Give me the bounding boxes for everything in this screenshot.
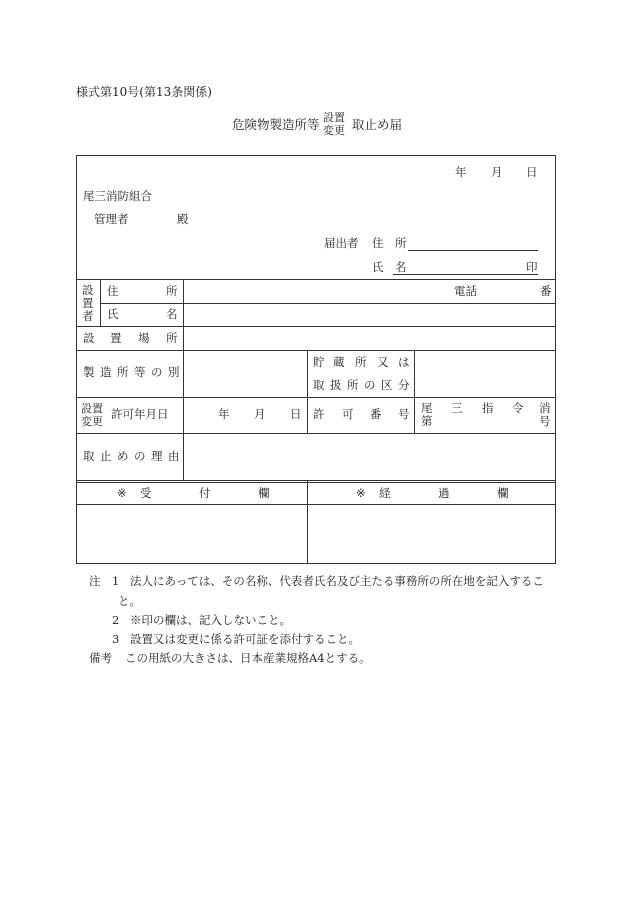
applicant-address-line [408,250,538,251]
installer-label: 設 置 者 [82,283,94,323]
phone-label: 電話 [454,284,477,298]
remarks-text: この用紙の大きさは、日本産業規格A4とする。 [125,651,371,665]
applicant-address-label: 住 所 [372,236,407,250]
form-title: 危険物製造所等 [232,117,320,132]
phone-suffix: 番 [540,284,552,298]
note-1-continuation: と。 [118,594,141,608]
date-year: 年 [455,165,467,179]
seal-mark: 印 [526,260,538,274]
permit-year: 年 [218,407,230,421]
form-number: 様式第10号(第13条関係) [76,85,212,99]
note-2-text: ※印の欄は、記入しないこと。 [130,613,291,627]
permit-month: 月 [254,407,266,421]
permit-prefix-install: 設置 [81,402,103,415]
permit-date-label: 許可年月日 [111,407,169,421]
applicant-name-line [393,274,538,275]
permit-prefix-change: 変更 [81,415,103,428]
applicant-label: 届出者 [324,236,359,250]
note-2-number: 2 [112,613,120,627]
addressee-org: 尾三消防組合 [83,189,152,203]
installer-address-label-2: 所 [166,284,178,298]
permit-day: 日 [290,407,302,421]
date-month: 月 [491,165,503,179]
title-option-change: 変更 [323,124,345,137]
addressee-role: 管理者 [94,212,129,226]
note-label: 注 [89,574,101,588]
addressee-honorific: 殿 [177,212,189,226]
applicant-name-label: 氏 名 [372,260,407,274]
note-1-number: 1 [112,574,120,588]
note-3-number: 3 [112,632,120,646]
title-option-install: 設置 [323,111,345,124]
installer-address-label-1: 住 [107,284,119,298]
title-suffix: 取止め届 [352,117,403,132]
installer-name-label-1: 氏 [107,307,119,321]
note-3-text: 設置又は変更に係る許可証を添付すること。 [130,632,360,646]
note-1-text: 法人にあっては、その名称、代表者氏名及び主たる事務所の所在地を記入するこ [130,574,544,588]
date-day: 日 [526,165,538,179]
installer-name-label-2: 名 [166,307,178,321]
remarks-label: 備考 [89,651,112,665]
